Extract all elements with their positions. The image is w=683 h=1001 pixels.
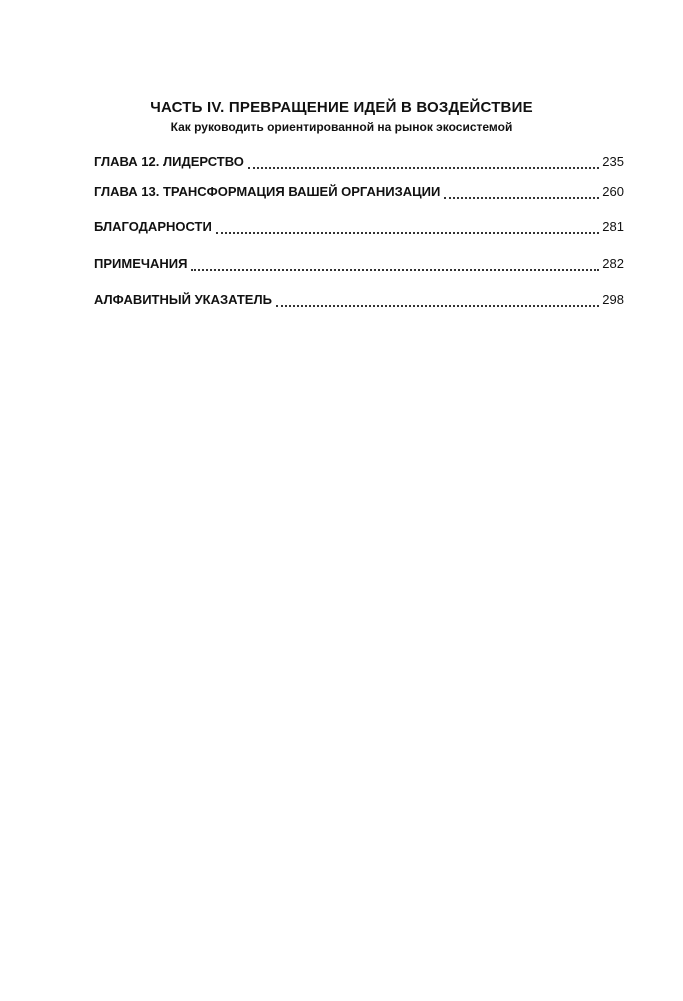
toc-entry-label: АЛФАВИТНЫЙ УКАЗАТЕЛЬ [94, 292, 272, 307]
dot-leader [444, 187, 599, 199]
part-title: ЧАСТЬ IV. ПРЕВРАЩЕНИЕ ИДЕЙ В ВОЗДЕЙСТВИЕ [150, 99, 533, 116]
dot-leader [276, 295, 599, 307]
dot-leader [216, 222, 599, 234]
toc-entry-page: 235 [602, 154, 624, 169]
toc-entry-chapter-12[interactable] [94, 154, 624, 172]
toc-entry-acknowledgements[interactable] [94, 219, 624, 237]
toc-entry-index[interactable] [94, 292, 624, 310]
toc-entry-page: 282 [602, 256, 624, 271]
dot-leader [191, 259, 599, 271]
toc-entry-label: БЛАГОДАРНОСТИ [94, 219, 212, 234]
toc-entry-chapter-13[interactable] [94, 184, 624, 202]
toc-entry-label: ПРИМЕЧАНИЯ [94, 256, 188, 271]
toc-entry-page: 281 [602, 219, 624, 234]
dot-leader [248, 157, 599, 169]
toc-entry-label: ГЛАВА 13. ТРАНСФОРМАЦИЯ ВАШЕЙ ОРГАНИЗАЦИИ [94, 184, 441, 199]
toc-entry-notes[interactable] [94, 256, 624, 274]
toc-entry-page: 298 [602, 292, 624, 307]
toc-entry-page: 260 [602, 184, 624, 199]
part-subtitle: Как руководить ориентированной на рынок экосистемой [170, 120, 513, 134]
toc-entry-label: ГЛАВА 12. ЛИДЕРСТВО [94, 154, 244, 169]
